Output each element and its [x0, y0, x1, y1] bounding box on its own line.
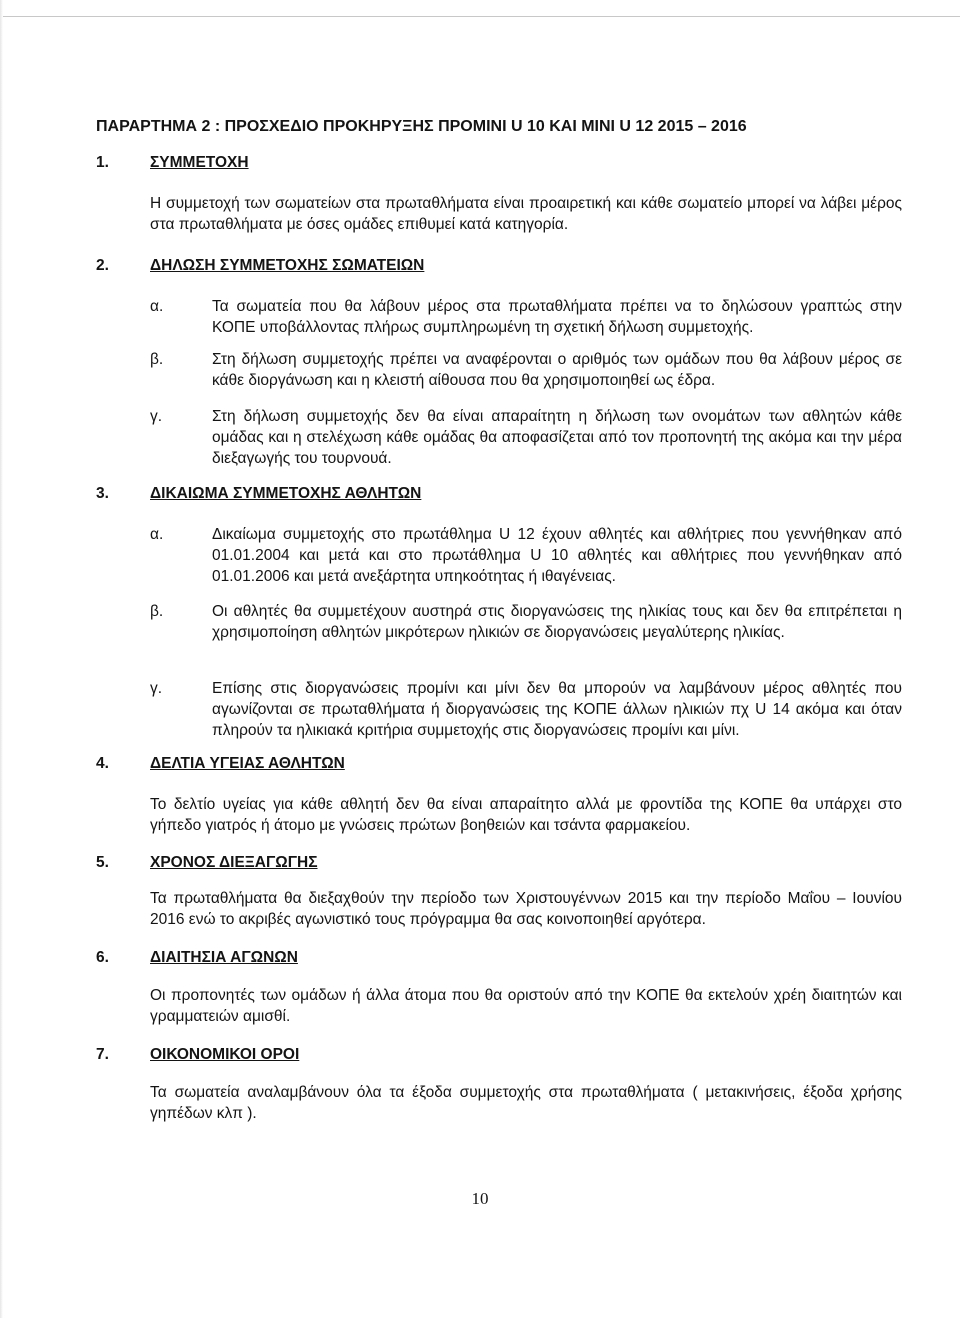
- section-paragraph: Οι προπονητές των ομάδων ή άλλα άτομα που θα οριστούν από την ΚΟΠΕ θα εκτελούν χρέη διαιτητών και γραμματειών αμισθί.: [150, 987, 902, 1025]
- list-item-label: α.: [150, 526, 164, 543]
- section-number: 2.: [96, 257, 109, 274]
- page-number: 10: [471, 1189, 489, 1208]
- section-number: 7.: [96, 1046, 109, 1063]
- list-item-text: Επίσης στις διοργανώσεις προμίνι και μίνι δεν θα μπορούν να λαμβάνουν μέρος αθλητές που αγωνίζονται σε πρωταθλήματα ή διοργανώσεις της ΚΟΠΕ άλλων ηλικιών πχ U 14 ακόμα και όταν πληρούν τα ηλικιακά κριτήρια συμμετοχής στις διοργανώσεις προμίνι και μίνι.: [212, 680, 902, 739]
- section-heading: ΔΕΛΤΙΑ ΥΓΕΙΑΣ ΑΘΛΗΤΩΝ: [150, 755, 345, 772]
- document-title: ΠΑΡΑΡΤΗΜΑ 2 : ΠΡΟΣΧΕΔΙΟ ΠΡΟΚΗΡΥΞΗΣ ΠΡΟΜΙΝΙ U 10 ΚΑΙ ΜΙΝΙ U 12 2015 – 2016: [96, 118, 747, 135]
- list-item-text: Δικαίωμα συμμετοχής στο πρωτάθλημα U 12 έχουν αθλητές και αθλήτριες που γεννήθηκαν από 01.01.2004 και μετά και στο πρωτάθλημα U 10 αθλητές και αθλήτριες που γεννήθηκαν από 01.01.2006 και μετά ανεξάρτητα υπηκοότητας ή ιθαγένειας.: [212, 526, 902, 585]
- list-item-text: Στη δήλωση συμμετοχής δεν θα είναι απαραίτητη η δήλωση των ονομάτων των αθλητών κάθε ομάδας και η στελέχωση κάθε ομάδας θα αποφασίζεται από τον προπονητή της ακόμα και την μέρα διεξαγωγής του τουρνουά.: [212, 408, 902, 467]
- section-heading: ΧΡΟΝΟΣ ΔΙΕΞΑΓΩΓΗΣ: [150, 854, 318, 871]
- section-number: 6.: [96, 949, 109, 966]
- list-item-text: Τα σωματεία που θα λάβουν μέρος στα πρωταθλήματα πρέπει να το δηλώσουν γραπτώς στην ΚΟΠΕ υποβάλλοντας πλήρως συμπληρωμένη τη σχετική δήλωση συμμετοχής.: [212, 298, 902, 336]
- section-number: 4.: [96, 755, 109, 772]
- section-heading: ΟΙΚΟΝΟΜΙΚΟΙ ΟΡΟΙ: [150, 1046, 300, 1063]
- list-item-label: β.: [150, 351, 164, 368]
- section-heading: ΔΙΚΑΙΩΜΑ ΣΥΜΜΕΤΟΧΗΣ ΑΘΛΗΤΩΝ: [150, 485, 422, 502]
- section-heading: ΣΥΜΜΕΤΟΧΗ: [150, 154, 249, 171]
- scan-edge-line: [0, 16, 960, 17]
- list-item-text: Οι αθλητές θα συμμετέχουν αυστηρά στις διοργανώσεις της ηλικίας τους και δεν θα επιτρέπεται η χρησιμοποίηση αθλητών μικρότερων ηλικιών σε διοργανώσεις μεγαλύτερης ηλικίας.: [212, 603, 902, 641]
- section-paragraph: Η συμμετοχή των σωματείων στα πρωταθλήματα είναι προαιρετική και κάθε σωματείο μπορεί να λάβει μέρος στα πρωταθλήματα με όσες ομάδες επιθυμεί κατά κατηγορία.: [150, 195, 902, 233]
- list-item-label: β.: [150, 603, 164, 620]
- list-item-label: γ.: [150, 408, 163, 425]
- section-heading: ΔΗΛΩΣΗ ΣΥΜΜΕΤΟΧΗΣ ΣΩΜΑΤΕΙΩΝ: [150, 257, 425, 274]
- section-paragraph: Τα σωματεία αναλαμβάνουν όλα τα έξοδα συμμετοχής στα πρωταθλήματα ( μετακινήσεις, έξοδα χρήσης γηπέδων κλπ ).: [150, 1084, 902, 1122]
- section-number: 3.: [96, 485, 109, 502]
- section-paragraph: Το δελτίο υγείας για κάθε αθλητή δεν θα είναι απαραίτητο αλλά με φροντίδα της ΚΟΠΕ θα υπάρχει στο γήπεδο γιατρός ή άτομο με γνώσεις πρώτων βοηθειών και τσάντα φαρμακείου.: [150, 796, 902, 834]
- list-item-text: Στη δήλωση συμμετοχής πρέπει να αναφέρονται ο αριθμός των ομάδων που θα λάβουν μέρος σε κάθε διοργάνωση και η κλειστή αίθουσα που θα χρησιμοποιηθεί ως έδρα.: [212, 351, 902, 389]
- list-item-label: α.: [150, 298, 164, 315]
- section-paragraph: Τα πρωταθλήματα θα διεξαχθούν την περίοδο των Χριστουγέννων 2015 και την περίοδο Μαΐου – Ιουνίου 2016 ενώ το ακριβές αγωνιστικό τους πρόγραμμα θα σας κοινοποιηθεί αργότερα.: [150, 890, 902, 928]
- scan-edge-shadow: [0, 0, 3, 1318]
- section-number: 5.: [96, 854, 109, 871]
- section-number: 1.: [96, 154, 109, 171]
- section-heading: ΔΙΑΙΤΗΣΙΑ ΑΓΩΝΩΝ: [150, 949, 298, 966]
- list-item-label: γ.: [150, 680, 163, 697]
